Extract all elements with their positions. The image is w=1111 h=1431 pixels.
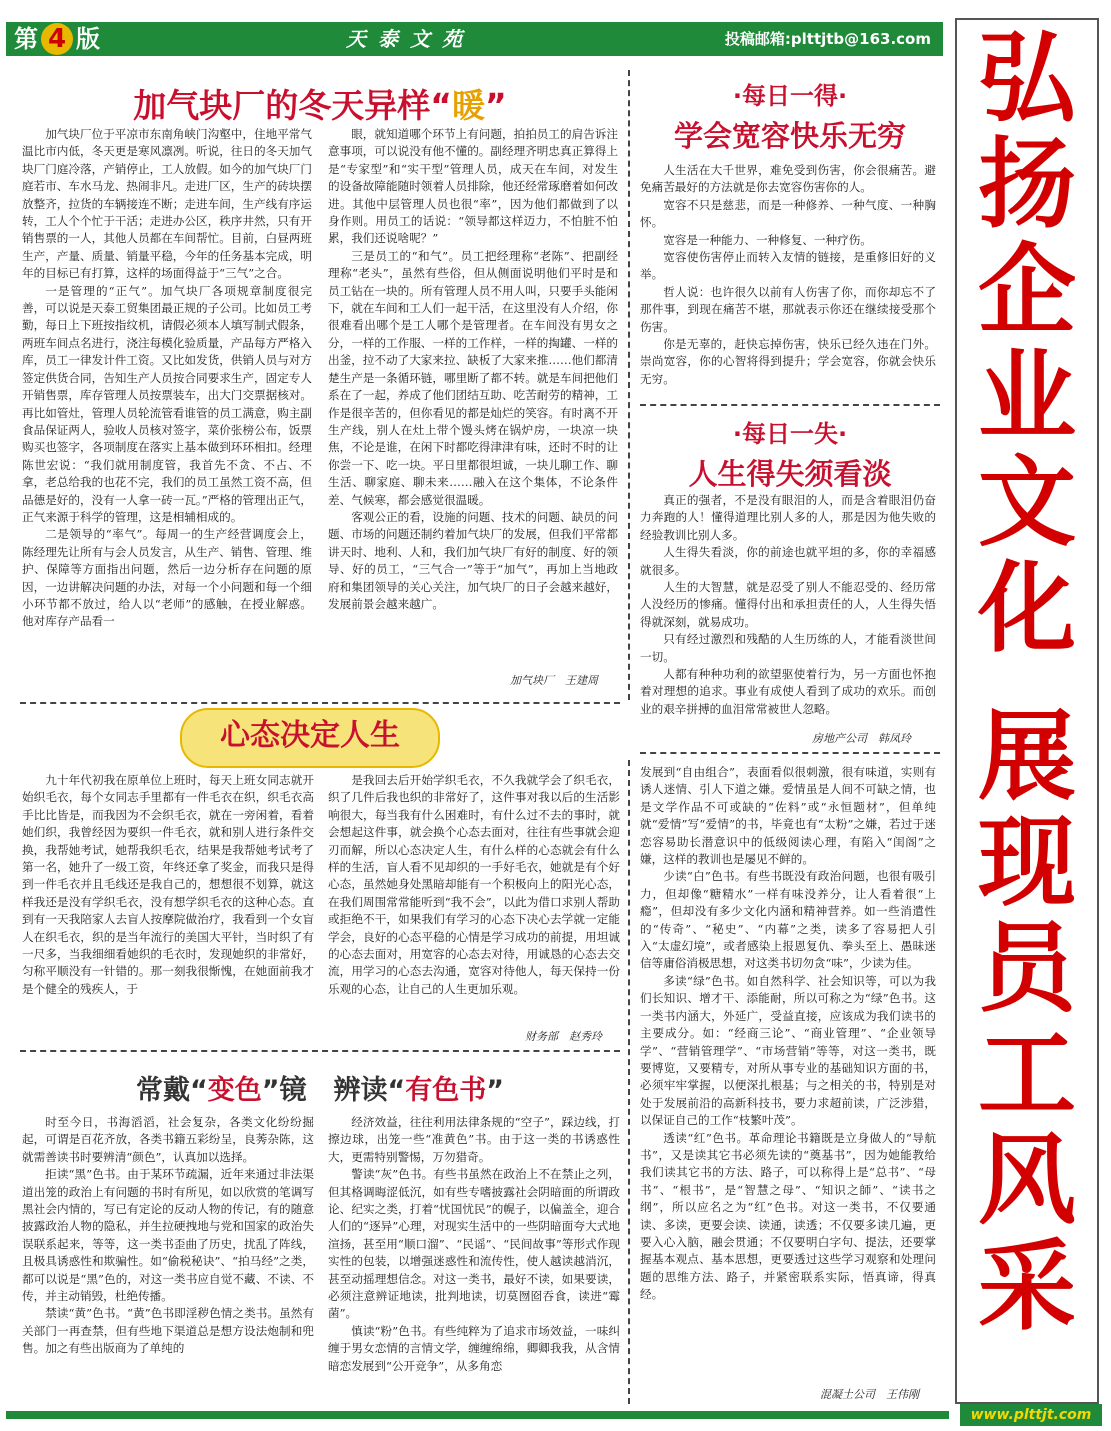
daily-gain-label-text: ·每日一: [732, 82, 814, 110]
paragraph: 慎读“粉”色书。有些纯粹为了追求市场效益，一味纠缠于男女恋情的言情文学，缠缠绵绵，卿卿我我，从含情暗恋发展到“公开竞争”，从多角恋: [328, 1323, 620, 1373]
paragraph: 人生活在大千世界，难免受到伤害，你会很痛苦。避免痛苦最好的方法就是你去宽容伤害你的人。: [640, 163, 936, 195]
daily-loss-label-text: ·每日一: [732, 420, 814, 448]
daily-gain-title: 学会宽容快乐无穷: [673, 119, 906, 153]
daily-gain-label-dot: ·: [838, 82, 848, 110]
paragraph: 真正的强者，不是没有眼泪的人，而是含着眼泪仍奋力奔跑的人！懂得道理比别人多的人，那是因为他失败的经验教训比别人多。: [640, 493, 936, 542]
slogan-char: 风: [977, 1123, 1076, 1238]
paragraph: 眼，就知道哪个环节上有问题，拍拍员工的肩告诉注意事项，可以说没有他不懂的。副经理齐明忠真正算得上是“专家型”和“实干型”管理人员，成天在车间，对发生的设备故障能随时领着人员排除，他还经常琢磨着如何改进。其他中层管理人员也很“率”，因为他们都做到了以身作则。用员工的话说：“领导都这样迈力，不怕脏不怕累，我们还说啥呢？”: [328, 127, 618, 246]
paragraph: 时至今日，书海滔滔，社会复杂，各类文化纷纷掘起，可谓是百花齐放，各类书籍五彩纷呈，良莠杂陈，这就需善读书时要辨清“颜色”，认真加以选择。: [22, 1115, 314, 1164]
masthead-title: 天泰文苑: [346, 27, 474, 51]
article3-col3: [640, 764, 936, 1384]
paragraph: 透读“红”色书。革命理论书籍既是立身做人的“导航书”，又是读其它书必须先读的“奠基书”，因为她能教给我们读其它书的方法、路子，可以称得上是“总书”、“母书”、“根书”，是“智慧之母”、“知识之師”、“读书之纲”，所以应名之为“红”色书。对这一类书，不仅要通读、多读，更要会读、读通，读透；不仅要多读几遍，更要入心入脑，融会贯通；不仅要明白字句、提法，还要掌握基本观点、基本思想，更要透过这些学习观察和处理问题的思维方法、路子，并紧密联系实际，悟真谛，得真经。: [640, 1130, 936, 1302]
slogan-box: [955, 18, 1099, 1404]
page-suffix: 版: [76, 25, 100, 53]
column-divider: [628, 70, 630, 700]
paragraph: 二是领导的“率气”。每周一的生产经营调度会上，陈经理先让所有与会人员发言，从生产、销售、管理、维护、保障等方面指出问题，然后一边分析存在问题的原因，一边讲解决问题的办法，对每一个小问题和每一个细小环节都不放过，给人以“老师”的感触，在授业解惑。他对库存产品看一: [22, 527, 312, 629]
paragraph: 是我回去后开始学织毛衣，不久我就学会了织毛衣，织了几件后我也织的非常好了，这件事对我以后的生活影响很大，每当我有什么困难时，有什么过不去的事时，就会想起这件事，就会换个心态去面对，往往有些事就会迎刃而解，所以心态决定人生，有什么样的心态就会有什么样的生活，盲人看不见却织的一手好毛衣，她就是有个好心态，虽然她身处黑暗却能有一个积极向上的阳光心态，在我们周围常常能听到“我不会”，以此为借口求别人帮助或拒绝不干，如果我们有学习的心态下决心去学就一定能学会，良好的心态平稳的心情是学习成功的前提，用坦诚的心态去面对，用宽容的心态去对待，用诚恳的心态去交流，用学习的心态去沟通，宽容对待他人，每天保持一份乐观的心态，让自己的人生更加乐观。: [328, 773, 620, 996]
paragraph: 加气块厂位于平凉市东南角峡门沟壑中，住地平常气温比市内低，冬天更是寒风凛冽。听说，往日的冬天加气块厂门庭冷落，产销停止，工人放假。如今的加气块厂门庭若市、车水马龙、热闹非凡。走进厂区，生产的砖块摆放整齐，拉货的车辆接连不断；走进车间，生产线有序运转，工人个个忙于干活；走进办公区，秩序井然，只有开销售票的一人，其他人员都在车间帮忙。目前，白昼两班生产，产量、质量、销量平稳，今年的任务基本完成，明年的目标已有打算，这样的场面得益于“三气”之合。: [22, 127, 312, 281]
daily-loss-author: 房地产公司 韩凤玲: [812, 732, 911, 745]
slogan-part-2: [957, 666, 1097, 1344]
article1-col2: [328, 126, 618, 670]
title-quote: “: [190, 1075, 208, 1106]
daily-loss-body: [640, 492, 936, 726]
paragraph: 宽容使伤害停止而转入友情的链接，是重修旧好的义举。: [640, 250, 936, 282]
paragraph: 多读“绿”色书。如自然科学、社会知识等，可以为我们长知识、增才干、添能耐，所以可称之为“绿”色书。这一类书内涵大，外延广，受益直接，应该成为我们读书的主要成分。如：“经商三论”、“商业管理”、“企业领导学”、“营销管理学”、“市场营销”等等，对这一类书，既要博览，又要精专，对所从事专业的基础知识方面的书，必须牢牢掌握，以便深扎根基；与之相关的书，特别是对处于发展前沿的高新科技书，要力求超前读，广泛涉猎，以保证自己的工作“枝繁叶茂”。: [640, 973, 936, 1128]
paragraph: 拒读“黑”色书。由于某环节疏漏，近年来通过非法渠道出笼的政治上有问题的书时有所见，如以欣赏的笔调写黑社会内情的，写已有定论的反动人物的传记，有的随意披露政治人物的隐私，并生拉硬拽地与党和国家的政治失误联系起来，等等，这一类书歪曲了历史，扰乱了阵线，且极具诱惑性和欺骗性。如“偷税秘诀”、“拍马经”之类，都可以说是“黑”色的，对这一类书应自觉不藏、不读、不传，并主动销毁，杜绝传播。: [22, 1167, 314, 1304]
article1-title: [20, 80, 620, 127]
paragraph: 警读“灰”色书。有些书虽然在政治上不在禁止之列，但其格调晦涩低沉，如有些专嗜披露社会阴暗面的所谓政论、纪实之类，打着“忧国忧民”的幌子，以偏盖全，迎合人们的“逐异”心理，对现实生活中的一些阴暗面夸大式地渲扬，甚至用“顺口溜”、“民谣”、“民间故事”等形式作现实性的包装，以增强迷惑性和流传性，使人越读越消沉，甚至动摇理想信念。对这一类书，最好不读，如果要读，必须注意辨证地读，批判地读，切莫囫囵吞食，读进“霉菌”。: [328, 1167, 620, 1321]
article3-title: [20, 1068, 620, 1107]
paragraph: 客观公正的看，设施的问题、技术的问题、缺员的问题、市场的问题还制约着加气块厂的发展，但我们平常都讲天时、地利、人和，我们加气块厂有好的制度、好的领导、好的员工，“三气合一”等于“加气”，再加上当地政府和集团领导的关心关注，加气块厂的日子会越来越好，发展前景会越来越广。: [328, 509, 618, 611]
daily-gain-body: [640, 162, 936, 402]
paragraph: 只有经过激烈和残酷的人生历练的人，才能看淡世间一切。: [640, 632, 936, 664]
slogan-char: 采: [977, 1229, 1076, 1344]
slogan-char: 文: [977, 445, 1076, 560]
paragraph: 宽容是一种能力、一种修复、一种疗伤。: [663, 232, 872, 247]
paragraph: 人生的大智慧，就是忍受了别人不能忍受的、经历常人没经历的惨痛。懂得付出和承担责任的人，人生得失悟得就深刻，就易成功。: [640, 580, 936, 629]
article1-title-quote: “: [430, 86, 452, 125]
paragraph: 发展到“自由组合”，表面看似很刺激，很有味道，实则有诱人迷情、引人下道之嫌。爱情虽是人间不可缺之情，也是文学作品不可或缺的“佐料”或“永恒题材”，但单纯就“爱情”写“爱情”的书，毕竟也有“太粉”之嫌，若过于迷恋容易助长潜意识中的低级阅读心理，有陷入“闺阁”之嫌，这样的教训也是屡见不鲜的。: [640, 765, 936, 867]
title-part: 镜 辨读: [279, 1075, 388, 1106]
slogan-char: 展: [977, 699, 1076, 814]
site-url[interactable]: www.plttjt.com: [960, 1404, 1102, 1426]
paragraph: 宽容不只是慈悲，而是一种修养、一种气度、一种胸怀。: [640, 197, 936, 230]
daily-loss-label: [640, 414, 940, 449]
slogan-char: 员: [977, 911, 1076, 1026]
article3-author: 混凝土公司 王伟刚: [820, 1388, 919, 1401]
paragraph: 哲人说：也许很久以前有人伤害了你，而你却忘不了那件事，到现在痛苦不堪，那就表示你还在继续接受那个伤害。: [640, 284, 936, 334]
section-divider: [20, 1050, 620, 1052]
footer-bar: [6, 1411, 949, 1419]
slogan-char: 弘: [977, 21, 1076, 136]
article1-col1: [22, 126, 312, 700]
paragraph: 人都有种种功利的欲望驱使着行为，另一方面也怀抱着对理想的追求。事业有成使人看到了成功的欢乐。而创业的艰辛拼搏的血泪常常被世人忽略。: [640, 667, 936, 716]
article1-title-quote: ”: [485, 86, 507, 125]
article2-col2: [328, 772, 620, 1026]
slogan-char: 化: [977, 551, 1076, 666]
title-key: 变色: [207, 1075, 262, 1106]
article1-title-key: 暖: [452, 86, 485, 125]
daily-loss-label-dot: ·: [838, 420, 848, 448]
section-divider: [20, 702, 620, 704]
slogan-part-1: [957, 20, 1097, 666]
slogan-char: 工: [977, 1017, 1076, 1132]
paragraph: 九十年代初我在原单位上班时，每天上班女同志就开始织毛衣，每个女同志手里都有一件毛衣在织，织毛衣高手比比皆是，而我因为不会织毛衣，就在一旁闲着，看着她们织，我曾经因为要织一件毛衣，就和别人进行条件交换，我帮她考试，她帮我织毛衣，结果是我帮她考试考了第一名，她升了一级工资，年终还拿了奖金，而我只是得到一件毛衣并且毛线还是我自己的，想想很不划算，就这样我还是没有学织毛衣，没有想学织毛衣的这种心态。直到有一天我陪家人去盲人按摩院做治疗，我看到一个女盲人在织毛衣，织的是当年流行的美国大平针，当时织了有一尺多，当我细细看她织的毛衣时，发现她织的非常好，匀称平顺没有一针错的。那一刻我很惭愧，在她面前我才是个健全的残疾人，于: [22, 773, 314, 996]
title-quote: ”: [261, 1075, 280, 1106]
daily-loss-label-key: 失: [814, 420, 838, 448]
slogan-char: 企: [977, 233, 1076, 348]
page-prefix: 第: [14, 25, 38, 53]
daily-gain-label: [640, 76, 940, 111]
title-quote: ”: [486, 1075, 504, 1106]
page-issue: [14, 22, 100, 56]
article3-col2: [328, 1114, 620, 1406]
paragraph: 人生得失看淡，你的前途也就平坦的多，你的幸福感就很多。: [640, 545, 936, 577]
daily-loss-title: 人生得失须看淡: [688, 457, 892, 491]
paragraph: 禁读“黄”色书。“黄”色书即淫秽色情之类书。虽然有关部门一再查禁，但有些地下渠道总是想方设法炮制和兜售。加之有些出版商为了单纯的: [22, 1306, 314, 1356]
submission-email: 投稿邮箱:plttjtb@163.com: [724, 30, 931, 48]
section-divider: [640, 752, 940, 754]
paragraph: 一是管理的“正气”。加气块厂各项规章制度很完善，可以说是天泰工贸集团最正规的子公司。比如员工考勤，每日上下班按指纹机，请假必须本人填写制式假条，两班车间点名进行，浇注每模化验质量，产品每方严格入库，员工一律发计件工资。又比如发货，供销人员与对方签定供货合同，告知生产人员按合同要求生产，固定专人开销售票，库存管理人员按票装车，出大门交票据核对。再比如管灶，管理人员轮流管看谁管的员工满意，购主副食品保证两人，验收人员核对签字，菜价张榜公布，饭票购买也签字，各项制度在落实上基本做到环环相扣。经理陈世宏说：“我们就用制度管，我首先不贪、不占、不拿，老总给我的也花不完，我们的员工虽然工资不高，但品德是好的，没有一人拿一砖一瓦。”严格的管理出正气，正气来源于科学的管理，这是相辅相成的。: [22, 283, 312, 524]
article1-author: 加气块厂 王建周: [510, 674, 598, 687]
title-quote: “: [387, 1075, 406, 1106]
paragraph: 三是员工的“和气”。员工把经理称“老陈”、把副经理称“老头”，虽然有些俗，但从侧面说明他们平时是和员工钻在一块的。所有管理人员不用人叫，只要手头能闲下，就在车间和工人们一起干活，在这里没有人介绍，你很难看出哪个是工人哪个是管理者。在车间没有男女之分，一样的工作服、一样的工作样，一样的掏罐、一样的出釜，拉不动了大家来拉、缺板了大家来推……他们都清楚生产是一条循环链，哪里断了都不转。就是车间把他们系在了一起，养成了他们团结互助、吃苦耐劳的精神，工作是很辛苦的，但你看见的都是灿烂的笑容。有时离不开生产线，别人在灶上带个馒头烤在锅炉房，一块凉一块焦，不论是谁，在闲下时都吃得津津有味，还时不时的让你尝一下、吃一块。平日里都很坦诚，一块儿聊工作、聊生活、聊家庭、聊未来……融入在这个集体，不论条件差、气候寒，都会感觉很温暖。: [328, 248, 618, 507]
section-divider: [640, 404, 940, 406]
paragraph: 经济效益，往往利用法律条规的“空子”，踩边线，打擦边球，出笼一些“准黄色”书。由于这一类的书诱惑性大，更需特别警惕，万勿猎奇。: [328, 1115, 620, 1164]
article2-author: 财务部 赵秀玲: [525, 1030, 602, 1043]
article2-title: 心态决定人生: [180, 708, 440, 768]
title-part: 常戴: [136, 1075, 190, 1106]
article2-col1: [22, 772, 314, 1042]
paragraph: 你是无辜的，赶快忘掉伤害，快乐已经久违在门外。崇尚宽容，你的心智将得到提升；学会宽容，你就会快乐无穷。: [640, 337, 936, 386]
page-number: 4: [41, 23, 73, 55]
article3-col1: [22, 1114, 314, 1406]
slogan-char: 现: [977, 805, 1076, 920]
column-divider: [628, 760, 630, 1404]
title-key: 有色书: [405, 1075, 487, 1106]
paragraph: 少读“白”色书。有些书既没有政治问题，也很有吸引力，但却像“糖精水”一样有味没养分，让人看着很“上瘾”，但却没有多少文化内涵和精神营养。如一些消遣性的“传奇”、“秘史”、“内幕”之类，读多了容易把人引入“太虚幻境”，或者感染上报恩复仇、拳头至上、愚昧迷信等庸俗消极思想，对这类书切勿贪“味”，少读为佳。: [640, 869, 936, 971]
article1-title-main: 加气块厂的冬天异样: [133, 86, 431, 125]
slogan-char: 扬: [977, 127, 1076, 242]
daily-gain-label-key: 得: [814, 82, 838, 110]
slogan-char: 业: [977, 339, 1076, 454]
